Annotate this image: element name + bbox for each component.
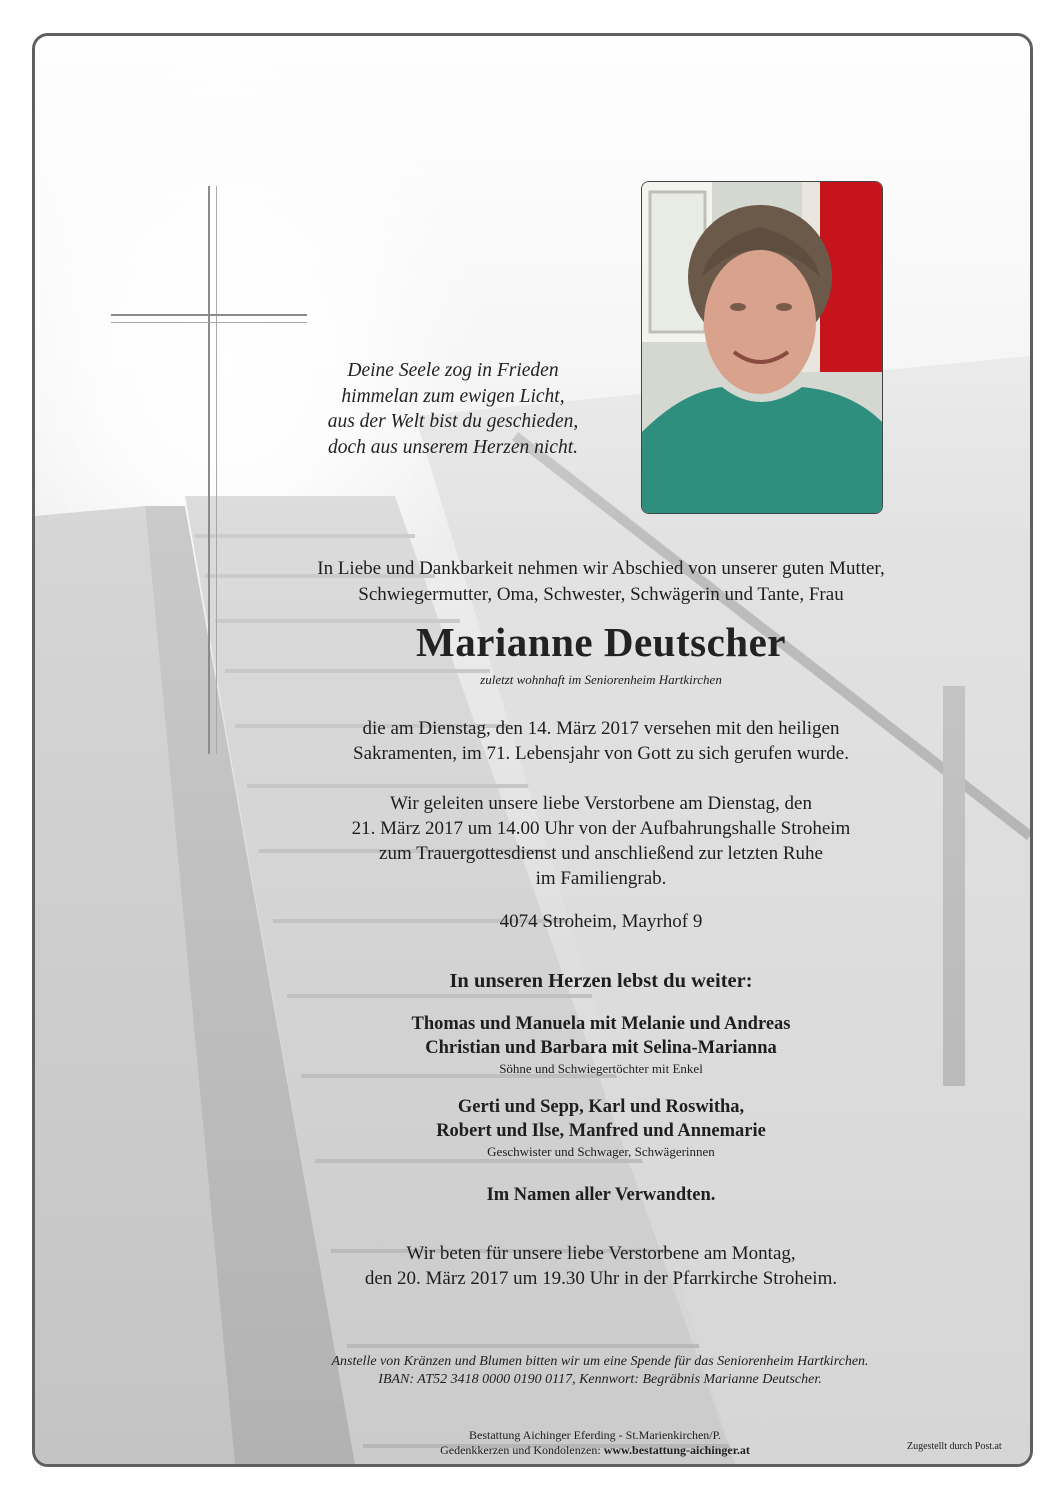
memorial-poem xyxy=(273,358,633,460)
death-line: die am Dienstag, den 14. März 2017 versehen mit den heiligen xyxy=(362,718,840,739)
funeral-line: zum Trauergottesdienst und anschließend zur letzten Ruhe xyxy=(379,843,823,864)
prayer-line: Wir beten für unsere liebe Verstorbene am Montag, xyxy=(406,1243,796,1264)
mourners-children xyxy=(265,1012,937,1060)
deceased-name: Marianne Deutscher xyxy=(416,619,786,665)
intro-line: Schwiegermutter, Oma, Schwester, Schwägerin und Tante, Frau xyxy=(358,583,844,605)
farewell-intro xyxy=(265,556,937,607)
death-line: Sakramenten, im 71. Lebensjahr von Gott zu sich gerufen wurde. xyxy=(353,743,849,764)
cross-horizontal-line-inner xyxy=(111,322,307,323)
funeral-home-website-link[interactable]: www.bestattung-aichinger.at xyxy=(603,1443,750,1457)
last-residence: zuletzt wohnhaft im Seniorenheim Hartkirchen xyxy=(480,672,722,687)
condolence-label: Gedenkkerzen und Kondolenzen: xyxy=(440,1443,601,1457)
intro-line: In Liebe und Dankbarkeit nehmen wir Abschied von unserer guten Mutter, xyxy=(317,558,885,579)
mourner-line: Gerti und Sepp, Karl und Roswitha, xyxy=(457,1097,745,1117)
funeral-line: 21. März 2017 um 14.00 Uhr von der Aufbahrungshalle Stroheim xyxy=(351,818,851,839)
mourner-line: Christian und Barbara mit Selina-Marianna xyxy=(425,1038,777,1058)
prayer-notice xyxy=(265,1241,937,1291)
funeral-line: Wir geleiten unsere liebe Verstorbene am Dienstag, den xyxy=(389,793,812,814)
portrait-photo xyxy=(641,181,883,514)
donation-line: IBAN: AT52 3418 0000 0190 0117, Kennwort: Begräbnis Marianne Deutscher. xyxy=(378,1372,822,1387)
obituary-card xyxy=(32,33,1033,1467)
mourner-line: Robert und Ilse, Manfred und Annemarie xyxy=(436,1121,766,1141)
poem-line: doch aus unserem Herzen nicht. xyxy=(327,436,579,458)
funeral-home-footer xyxy=(315,1428,875,1458)
mourners-siblings xyxy=(265,1095,937,1143)
donation-line: Anstelle von Kränzen und Blumen bitten wir um eine Spende für das Seniorenheim Hartkirchen. xyxy=(331,1354,869,1369)
postal-delivery-note: Zugestellt durch Post.at xyxy=(907,1441,1002,1452)
condolence-line xyxy=(315,1443,875,1458)
mourners-heading: In unseren Herzen lebst du weiter: xyxy=(449,970,753,992)
family-address: 4074 Stroheim, Mayrhof 9 xyxy=(499,911,703,932)
donation-request xyxy=(155,1353,1033,1389)
mourner-line: Thomas und Manuela mit Melanie und Andreas xyxy=(411,1014,791,1034)
relatives-closing: Im Namen aller Verwandten. xyxy=(486,1185,716,1205)
poem-line: Deine Seele zog in Frieden xyxy=(347,360,559,381)
funeral-notice xyxy=(265,791,937,891)
cross-vertical-line-inner xyxy=(216,186,217,754)
cross-horizontal-line xyxy=(111,314,307,316)
prayer-line: den 20. März 2017 um 19.30 Uhr in der Pfarrkirche Stroheim. xyxy=(364,1268,838,1289)
death-notice xyxy=(265,716,937,766)
poem-line: himmelan zum ewigen Licht, xyxy=(341,385,565,407)
portrait-illustration xyxy=(642,182,882,513)
poem-line: aus der Welt bist du geschieden, xyxy=(327,411,579,432)
funeral-home-name: Bestattung Aichinger Eferding - St.Marienkirchen/P. xyxy=(469,1428,721,1442)
cross-vertical-line xyxy=(208,186,210,754)
funeral-line: im Familiengrab. xyxy=(535,868,667,889)
mourners-children-relation: Söhne und Schwiegertöchter mit Enkel xyxy=(499,1061,703,1076)
mourners-siblings-relation: Geschwister und Schwager, Schwägerinnen xyxy=(487,1144,715,1159)
